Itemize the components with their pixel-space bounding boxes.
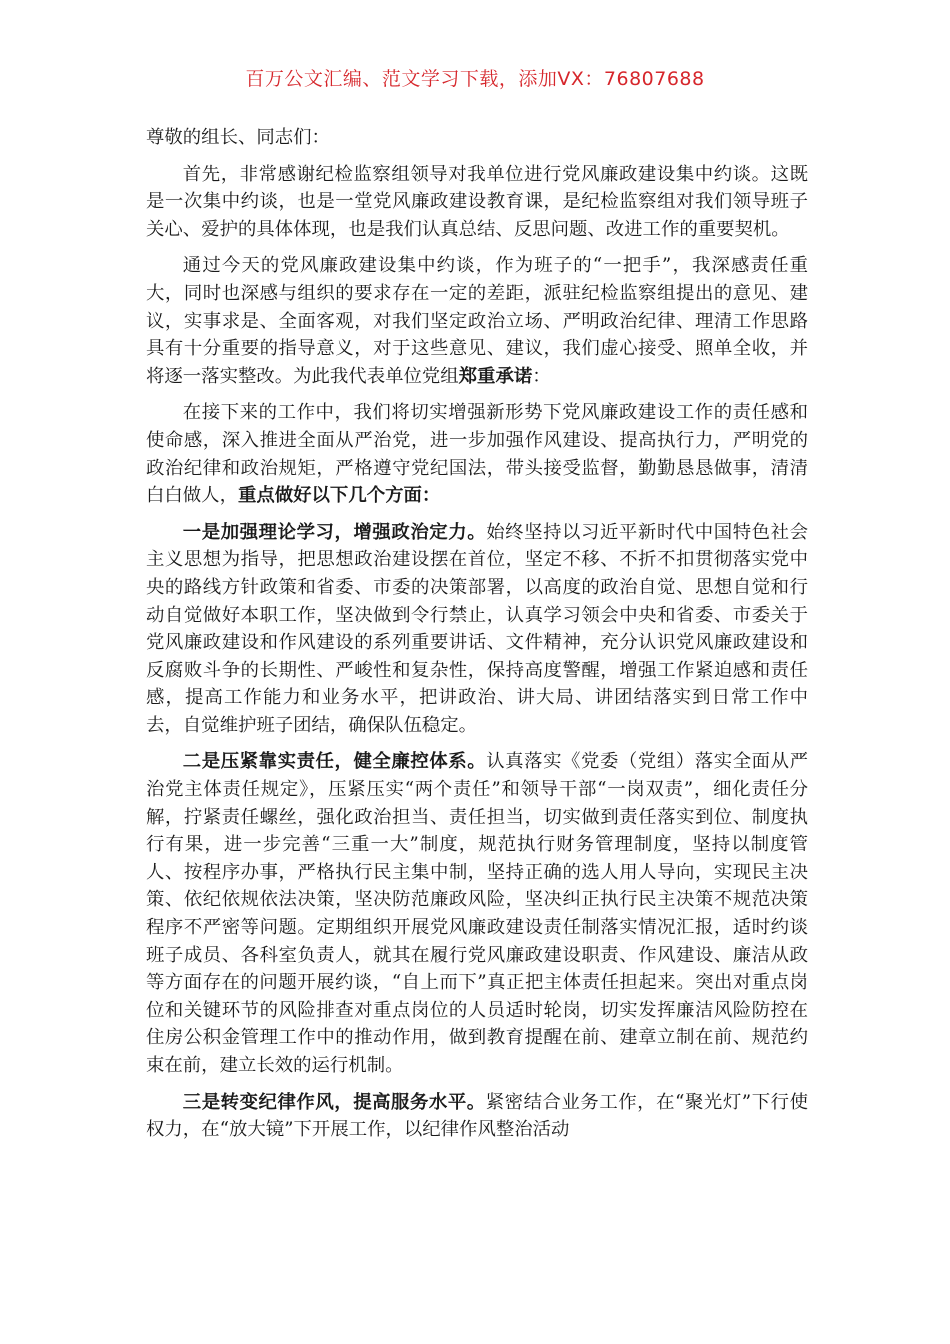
- paragraph-point-3: [146, 1089, 808, 1144]
- point-3-heading: 三是转变纪律作风，提高服务水平。: [182, 1091, 486, 1113]
- focus-emphasis: 重点做好以下几个方面：: [237, 485, 441, 507]
- point-3-text: 紧密结合业务工作，在“聚光灯”下行使权力，在“放大镜”下开展工作，以纪律作风整治活动: [146, 1091, 808, 1141]
- document-body: [146, 124, 808, 1153]
- header-banner: 百万公文汇编、范文学习下载，添加VX：76807688: [245, 68, 705, 90]
- point-1-heading: 一是加强理论学习，增强政治定力。: [182, 521, 487, 543]
- commitment-emphasis: 郑重承诺: [458, 365, 533, 387]
- salutation: 尊敬的组长、同志们：: [146, 127, 330, 148]
- paragraph-opening: 首先，非常感谢纪检监察组领导对我单位进行党风廉政建设集中约谈。这既是一次集中约谈，也是一堂党风廉政建设教育课，是纪检监察组对我们领导班子关心、爱护的具体体现，也是我们认真总结、反思问题、改进工作的重要契机。: [146, 163, 808, 240]
- paragraph-commitment: [146, 252, 808, 390]
- paragraph-point-1: [146, 519, 808, 740]
- paragraph-punctuation: ：: [532, 365, 551, 387]
- paragraph-text: 通过今天的党风廉政建设集中约谈，作为班子的“一把手”，我深感责任重大，同时也深感与组织的要求存在一定的差距，派驻纪检监察组提出的意见、建议，实事求是、全面客观，对我们坚定政治立场、严明政治纪律、理清工作思路具有十分重要的指导意义，对于这些意见、建议，我们虚心接受、照单全收，并将逐一落实整改。为此我代表单位党组: [146, 255, 808, 387]
- paragraph-focus: [146, 399, 808, 509]
- point-2-text: 认真落实《党委（党组）落实全面从严治党主体责任规定》，压紧压实“两个责任”和领导干部“一岗双责”，细化责任分解，拧紧责任螺丝，强化政治担当、责任担当，切实做到责任落实到位、制度执行有果，进一步完善“三重一大”制度，规范执行财务管理制度，坚持以制度管人、按程序办事，严格执行民主集中制，坚持正确的选人用人导向，实现民主决策、依纪依规依法决策，坚决防范廉政风险，坚决纠正执行民主决策不规范决策程序不严密等问题。定期组织开展党风廉政建设责任制落实情况汇报，适时约谈班子成员、各科室负责人，就其在履行党风廉政建设职责、作风建设、廉洁从政等方面存在的问题开展约谈，“自上而下”真正把主体责任担起来。突出对重点岗位和关键环节的风险排查对重点岗位的人员适时轮岗，切实发挥廉洁风险防控在住房公积金管理工作中的推动作用，做到教育提醒在前、建章立制在前、规范约束在前，建立长效的运行机制。: [146, 751, 808, 1076]
- paragraph-point-2: [146, 748, 808, 1079]
- point-1-text: 始终坚持以习近平新时代中国特色社会主义思想为指导，把思想政治建设摆在首位，坚定不移、不折不扣贯彻落实党中央的路线方针政策和省委、市委的决策部署，以高度的政治自觉、思想自觉和行动自觉做好本职工作，坚决做到令行禁止，认真学习领会中央和省委、市委关于党风廉政建设和作风建设的系列重要讲话、文件精神，充分认识党风廉政建设和反腐败斗争的长期性、严峻性和复杂性，保持高度警醒，增强工作紧迫感和责任感，提高工作能力和业务水平，把讲政治、讲大局、讲团结落实到日常工作中去，自觉维护班子团结，确保队伍稳定。: [146, 521, 808, 736]
- point-2-heading: 二是压紧靠实责任，健全廉控体系。: [182, 751, 487, 773]
- paragraph-text: 在接下来的工作中，我们将切实增强新形势下党风廉政建设工作的责任感和使命感，深入推进全面从严治党，进一步加强作风建设、提高执行力，严明党的政治纪律和政治规矩，严格遵守党纪国法，带头接受监督，勤勤恳恳做事，清清白白做人，: [146, 402, 808, 507]
